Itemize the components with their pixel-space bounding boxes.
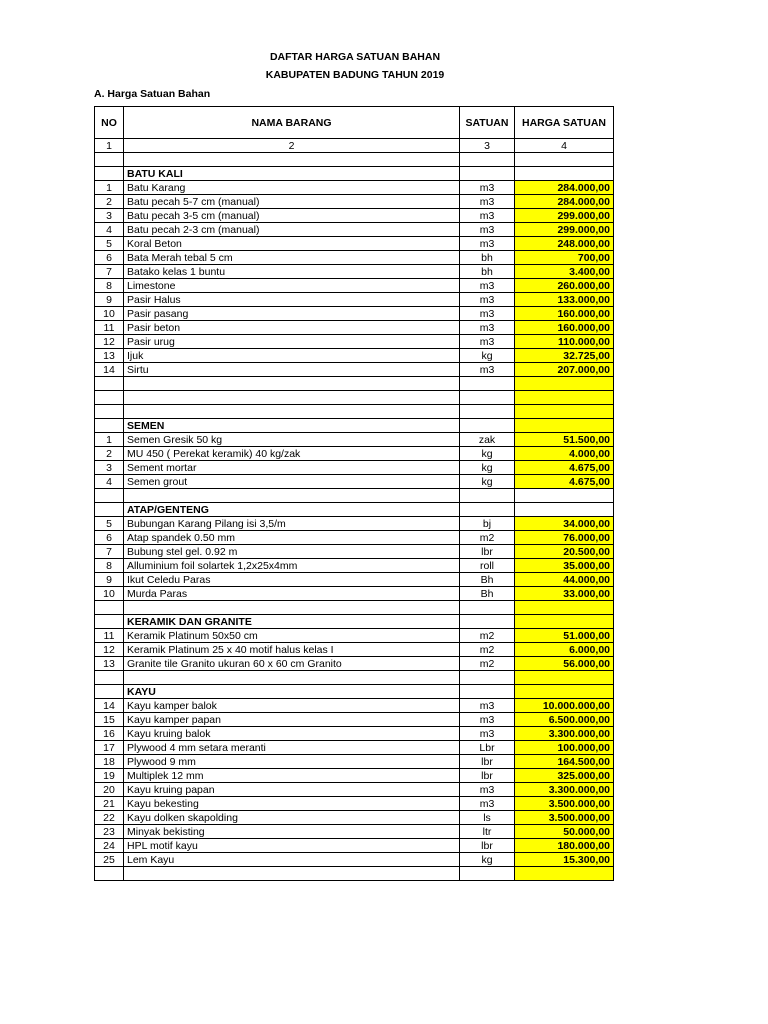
item-unit: Bh bbox=[460, 573, 515, 587]
table-row bbox=[95, 447, 614, 461]
table-row bbox=[95, 517, 614, 531]
table-row bbox=[95, 237, 614, 251]
item-number bbox=[95, 615, 124, 629]
table-row bbox=[95, 727, 614, 741]
blank-row bbox=[95, 867, 614, 881]
item-unit: kg bbox=[460, 475, 515, 489]
item-number: 17 bbox=[95, 741, 124, 755]
item-price: 51.500,00 bbox=[515, 433, 614, 447]
item-number: 9 bbox=[95, 573, 124, 587]
table-row bbox=[95, 699, 614, 713]
item-unit: bj bbox=[460, 517, 515, 531]
item-price: 248.000,00 bbox=[515, 237, 614, 251]
header-satuan: SATUAN bbox=[460, 107, 515, 139]
table-row bbox=[95, 279, 614, 293]
item-price: 284.000,00 bbox=[515, 195, 614, 209]
item-price bbox=[515, 671, 614, 685]
item-price: 3.500.000,00 bbox=[515, 811, 614, 825]
blank-row bbox=[95, 601, 614, 615]
item-number bbox=[95, 503, 124, 517]
item-name: Semen Gresik 50 kg bbox=[124, 433, 460, 447]
item-price: 44.000,00 bbox=[515, 573, 614, 587]
item-price: 110.000,00 bbox=[515, 335, 614, 349]
item-unit: m3 bbox=[460, 727, 515, 741]
item-number: 24 bbox=[95, 839, 124, 853]
item-name: Ijuk bbox=[124, 349, 460, 363]
item-number: 23 bbox=[95, 825, 124, 839]
table-row bbox=[95, 587, 614, 601]
price-table bbox=[94, 106, 614, 881]
table-row bbox=[95, 265, 614, 279]
item-price bbox=[515, 503, 614, 517]
item-price bbox=[515, 167, 614, 181]
item-name bbox=[124, 377, 460, 391]
item-unit: kg bbox=[460, 461, 515, 475]
category-name: BATU KALI bbox=[124, 167, 460, 181]
item-unit: m3 bbox=[460, 363, 515, 377]
item-price bbox=[515, 153, 614, 167]
table-row bbox=[95, 657, 614, 671]
item-unit: m3 bbox=[460, 223, 515, 237]
item-unit: lbr bbox=[460, 769, 515, 783]
item-unit: m2 bbox=[460, 643, 515, 657]
section-heading: A. Harga Satuan Bahan bbox=[94, 88, 211, 100]
item-number: 3 bbox=[95, 461, 124, 475]
item-number: 25 bbox=[95, 853, 124, 867]
item-number: 20 bbox=[95, 783, 124, 797]
item-name: Atap spandek 0.50 mm bbox=[124, 531, 460, 545]
item-price bbox=[515, 377, 614, 391]
item-name: Batu pecah 2-3 cm (manual) bbox=[124, 223, 460, 237]
item-number: 13 bbox=[95, 657, 124, 671]
item-name bbox=[124, 489, 460, 503]
table-row bbox=[95, 643, 614, 657]
table-row bbox=[95, 783, 614, 797]
item-number bbox=[95, 601, 124, 615]
item-unit: m2 bbox=[460, 629, 515, 643]
item-unit: m2 bbox=[460, 531, 515, 545]
item-price: 100.000,00 bbox=[515, 741, 614, 755]
table-row bbox=[95, 629, 614, 643]
table-row bbox=[95, 461, 614, 475]
item-name: Sement mortar bbox=[124, 461, 460, 475]
item-price: 299.000,00 bbox=[515, 223, 614, 237]
item-name bbox=[124, 391, 460, 405]
table-row bbox=[95, 853, 614, 867]
item-name bbox=[124, 405, 460, 419]
item-price: 700,00 bbox=[515, 251, 614, 265]
item-number: 3 bbox=[95, 209, 124, 223]
item-price: 160.000,00 bbox=[515, 307, 614, 321]
column-index: 1 bbox=[95, 139, 124, 153]
item-number bbox=[95, 867, 124, 881]
item-unit: roll bbox=[460, 559, 515, 573]
item-unit: kg bbox=[460, 349, 515, 363]
item-name: HPL motif kayu bbox=[124, 839, 460, 853]
item-number bbox=[95, 419, 124, 433]
category-name: KAYU bbox=[124, 685, 460, 699]
item-name bbox=[124, 671, 460, 685]
item-price bbox=[515, 867, 614, 881]
table-row bbox=[95, 573, 614, 587]
item-number: 6 bbox=[95, 251, 124, 265]
item-unit: lbr bbox=[460, 755, 515, 769]
item-number: 8 bbox=[95, 279, 124, 293]
item-number: 9 bbox=[95, 293, 124, 307]
item-number: 7 bbox=[95, 545, 124, 559]
table-row bbox=[95, 195, 614, 209]
item-name: Lem Kayu bbox=[124, 853, 460, 867]
item-price: 6.000,00 bbox=[515, 643, 614, 657]
item-number: 5 bbox=[95, 237, 124, 251]
item-number: 7 bbox=[95, 265, 124, 279]
item-price: 4.675,00 bbox=[515, 461, 614, 475]
item-name: Sirtu bbox=[124, 363, 460, 377]
item-price: 6.500.000,00 bbox=[515, 713, 614, 727]
item-number: 10 bbox=[95, 307, 124, 321]
item-number: 21 bbox=[95, 797, 124, 811]
table-row bbox=[95, 769, 614, 783]
item-number: 11 bbox=[95, 629, 124, 643]
item-name: Limestone bbox=[124, 279, 460, 293]
item-unit: m3 bbox=[460, 181, 515, 195]
item-price bbox=[515, 419, 614, 433]
item-price: 10.000.000,00 bbox=[515, 699, 614, 713]
item-unit: m3 bbox=[460, 783, 515, 797]
item-price: 325.000,00 bbox=[515, 769, 614, 783]
item-number bbox=[95, 489, 124, 503]
item-price: 4.000,00 bbox=[515, 447, 614, 461]
item-number: 15 bbox=[95, 713, 124, 727]
item-unit: Bh bbox=[460, 587, 515, 601]
header-nama-barang: NAMA BARANG bbox=[124, 107, 460, 139]
item-name: Kayu bekesting bbox=[124, 797, 460, 811]
item-price: 4.675,00 bbox=[515, 475, 614, 489]
item-name: Batu pecah 5-7 cm (manual) bbox=[124, 195, 460, 209]
item-unit: lbr bbox=[460, 839, 515, 853]
item-number bbox=[95, 671, 124, 685]
item-number: 11 bbox=[95, 321, 124, 335]
table-row bbox=[95, 825, 614, 839]
blank-row bbox=[95, 489, 614, 503]
table-row bbox=[95, 475, 614, 489]
item-unit bbox=[460, 153, 515, 167]
item-unit: bh bbox=[460, 265, 515, 279]
category-name: ATAP/GENTENG bbox=[124, 503, 460, 517]
item-name: Bubung stel gel. 0.92 m bbox=[124, 545, 460, 559]
column-index: 2 bbox=[124, 139, 460, 153]
item-price bbox=[515, 489, 614, 503]
item-price: 3.400,00 bbox=[515, 265, 614, 279]
item-price: 33.000,00 bbox=[515, 587, 614, 601]
table-row bbox=[95, 741, 614, 755]
item-name bbox=[124, 867, 460, 881]
item-price: 20.500,00 bbox=[515, 545, 614, 559]
item-number bbox=[95, 405, 124, 419]
item-price: 15.300,00 bbox=[515, 853, 614, 867]
item-name: Bata Merah tebal 5 cm bbox=[124, 251, 460, 265]
item-number: 2 bbox=[95, 447, 124, 461]
item-price: 133.000,00 bbox=[515, 293, 614, 307]
item-unit: kg bbox=[460, 447, 515, 461]
item-number: 19 bbox=[95, 769, 124, 783]
item-number: 5 bbox=[95, 517, 124, 531]
item-name: Keramik Platinum 50x50 cm bbox=[124, 629, 460, 643]
column-index: 4 bbox=[515, 139, 614, 153]
item-name: Keramik Platinum 25 x 40 motif halus kelas I bbox=[124, 643, 460, 657]
item-unit: m3 bbox=[460, 195, 515, 209]
table-row bbox=[95, 839, 614, 853]
item-unit: lbr bbox=[460, 545, 515, 559]
item-price bbox=[515, 615, 614, 629]
item-number: 12 bbox=[95, 335, 124, 349]
blank-row bbox=[95, 377, 614, 391]
item-price bbox=[515, 685, 614, 699]
item-price: 299.000,00 bbox=[515, 209, 614, 223]
item-name bbox=[124, 601, 460, 615]
category-name: KERAMIK DAN GRANITE bbox=[124, 615, 460, 629]
item-unit bbox=[460, 867, 515, 881]
item-unit bbox=[460, 489, 515, 503]
item-name: Kayu kruing balok bbox=[124, 727, 460, 741]
item-unit bbox=[460, 503, 515, 517]
category-row bbox=[95, 615, 614, 629]
item-number: 14 bbox=[95, 363, 124, 377]
table-row bbox=[95, 713, 614, 727]
item-price bbox=[515, 405, 614, 419]
item-unit: bh bbox=[460, 251, 515, 265]
item-name: Pasir urug bbox=[124, 335, 460, 349]
item-name: Pasir beton bbox=[124, 321, 460, 335]
item-name: Plywood 9 mm bbox=[124, 755, 460, 769]
item-price: 3.300.000,00 bbox=[515, 783, 614, 797]
item-name: Ikut Celedu Paras bbox=[124, 573, 460, 587]
item-name: Koral Beton bbox=[124, 237, 460, 251]
item-name bbox=[124, 153, 460, 167]
category-row bbox=[95, 503, 614, 517]
item-unit bbox=[460, 671, 515, 685]
item-price: 180.000,00 bbox=[515, 839, 614, 853]
item-unit bbox=[460, 391, 515, 405]
item-number bbox=[95, 391, 124, 405]
item-name: Minyak bekisting bbox=[124, 825, 460, 839]
item-unit: ltr bbox=[460, 825, 515, 839]
item-number: 12 bbox=[95, 643, 124, 657]
table-row bbox=[95, 349, 614, 363]
item-unit bbox=[460, 405, 515, 419]
item-unit: m3 bbox=[460, 713, 515, 727]
blank-row bbox=[95, 405, 614, 419]
item-price: 260.000,00 bbox=[515, 279, 614, 293]
blank-row bbox=[95, 671, 614, 685]
table-row bbox=[95, 321, 614, 335]
item-unit: m3 bbox=[460, 699, 515, 713]
item-unit bbox=[460, 167, 515, 181]
item-price bbox=[515, 601, 614, 615]
table-row bbox=[95, 335, 614, 349]
item-name: Semen grout bbox=[124, 475, 460, 489]
item-number: 10 bbox=[95, 587, 124, 601]
item-unit: m3 bbox=[460, 321, 515, 335]
table-row bbox=[95, 251, 614, 265]
blank-row bbox=[95, 391, 614, 405]
item-name: Alluminium foil solartek 1,2x25x4mm bbox=[124, 559, 460, 573]
item-price: 32.725,00 bbox=[515, 349, 614, 363]
document-subtitle: KABUPATEN BADUNG TAHUN 2019 bbox=[265, 69, 445, 81]
item-name: Kayu kamper balok bbox=[124, 699, 460, 713]
item-unit: m2 bbox=[460, 657, 515, 671]
item-unit bbox=[460, 377, 515, 391]
item-price: 51.000,00 bbox=[515, 629, 614, 643]
table-row bbox=[95, 307, 614, 321]
item-unit: m3 bbox=[460, 279, 515, 293]
item-name: Multiplek 12 mm bbox=[124, 769, 460, 783]
item-price: 3.300.000,00 bbox=[515, 727, 614, 741]
item-unit: kg bbox=[460, 853, 515, 867]
category-row bbox=[95, 167, 614, 181]
item-number: 6 bbox=[95, 531, 124, 545]
item-price bbox=[515, 391, 614, 405]
item-number: 4 bbox=[95, 223, 124, 237]
item-number: 8 bbox=[95, 559, 124, 573]
table-row bbox=[95, 531, 614, 545]
item-price: 164.500,00 bbox=[515, 755, 614, 769]
category-name: SEMEN bbox=[124, 419, 460, 433]
category-row bbox=[95, 419, 614, 433]
item-name: Bubungan Karang Pilang isi 3,5/m bbox=[124, 517, 460, 531]
category-row bbox=[95, 685, 614, 699]
item-name: Murda Paras bbox=[124, 587, 460, 601]
item-unit: ls bbox=[460, 811, 515, 825]
item-unit: zak bbox=[460, 433, 515, 447]
item-name: Kayu dolken skapolding bbox=[124, 811, 460, 825]
table-row bbox=[95, 755, 614, 769]
item-unit: m3 bbox=[460, 307, 515, 321]
header-no: NO bbox=[95, 107, 124, 139]
table-row bbox=[95, 293, 614, 307]
item-unit: m3 bbox=[460, 209, 515, 223]
document-title: DAFTAR HARGA SATUAN BAHAN bbox=[269, 51, 441, 63]
item-number bbox=[95, 167, 124, 181]
item-name: MU 450 ( Perekat keramik) 40 kg/zak bbox=[124, 447, 460, 461]
header-harga-satuan: HARGA SATUAN bbox=[515, 107, 614, 139]
item-price: 160.000,00 bbox=[515, 321, 614, 335]
item-number: 16 bbox=[95, 727, 124, 741]
table-row bbox=[95, 545, 614, 559]
table-row bbox=[95, 559, 614, 573]
item-price: 76.000,00 bbox=[515, 531, 614, 545]
item-name: Batako kelas 1 buntu bbox=[124, 265, 460, 279]
item-unit: m3 bbox=[460, 293, 515, 307]
item-number: 18 bbox=[95, 755, 124, 769]
item-unit bbox=[460, 685, 515, 699]
item-price: 50.000,00 bbox=[515, 825, 614, 839]
item-price: 56.000,00 bbox=[515, 657, 614, 671]
item-number bbox=[95, 153, 124, 167]
blank-row bbox=[95, 153, 614, 167]
table-row bbox=[95, 181, 614, 195]
column-index-row bbox=[95, 139, 614, 153]
item-price: 3.500.000,00 bbox=[515, 797, 614, 811]
item-name: Pasir Halus bbox=[124, 293, 460, 307]
item-number: 22 bbox=[95, 811, 124, 825]
item-name: Plywood 4 mm setara meranti bbox=[124, 741, 460, 755]
item-unit bbox=[460, 419, 515, 433]
item-name: Pasir pasang bbox=[124, 307, 460, 321]
item-number: 2 bbox=[95, 195, 124, 209]
item-unit: m3 bbox=[460, 335, 515, 349]
item-unit bbox=[460, 615, 515, 629]
table-row bbox=[95, 209, 614, 223]
table-row bbox=[95, 433, 614, 447]
item-unit bbox=[460, 601, 515, 615]
table-row bbox=[95, 223, 614, 237]
item-name: Batu pecah 3-5 cm (manual) bbox=[124, 209, 460, 223]
item-number: 14 bbox=[95, 699, 124, 713]
item-unit: m3 bbox=[460, 797, 515, 811]
item-number: 1 bbox=[95, 181, 124, 195]
table-header-row bbox=[95, 107, 614, 139]
item-number bbox=[95, 377, 124, 391]
item-unit: m3 bbox=[460, 237, 515, 251]
item-number bbox=[95, 685, 124, 699]
item-unit: Lbr bbox=[460, 741, 515, 755]
item-name: Kayu kruing papan bbox=[124, 783, 460, 797]
item-price: 34.000,00 bbox=[515, 517, 614, 531]
item-name: Batu Karang bbox=[124, 181, 460, 195]
table-row bbox=[95, 363, 614, 377]
item-name: Kayu kamper papan bbox=[124, 713, 460, 727]
item-number: 13 bbox=[95, 349, 124, 363]
item-price: 207.000,00 bbox=[515, 363, 614, 377]
table-row bbox=[95, 797, 614, 811]
column-index: 3 bbox=[460, 139, 515, 153]
item-price: 35.000,00 bbox=[515, 559, 614, 573]
table-row bbox=[95, 811, 614, 825]
item-name: Granite tile Granito ukuran 60 x 60 cm Granito bbox=[124, 657, 460, 671]
item-number: 4 bbox=[95, 475, 124, 489]
item-number: 1 bbox=[95, 433, 124, 447]
item-price: 284.000,00 bbox=[515, 181, 614, 195]
